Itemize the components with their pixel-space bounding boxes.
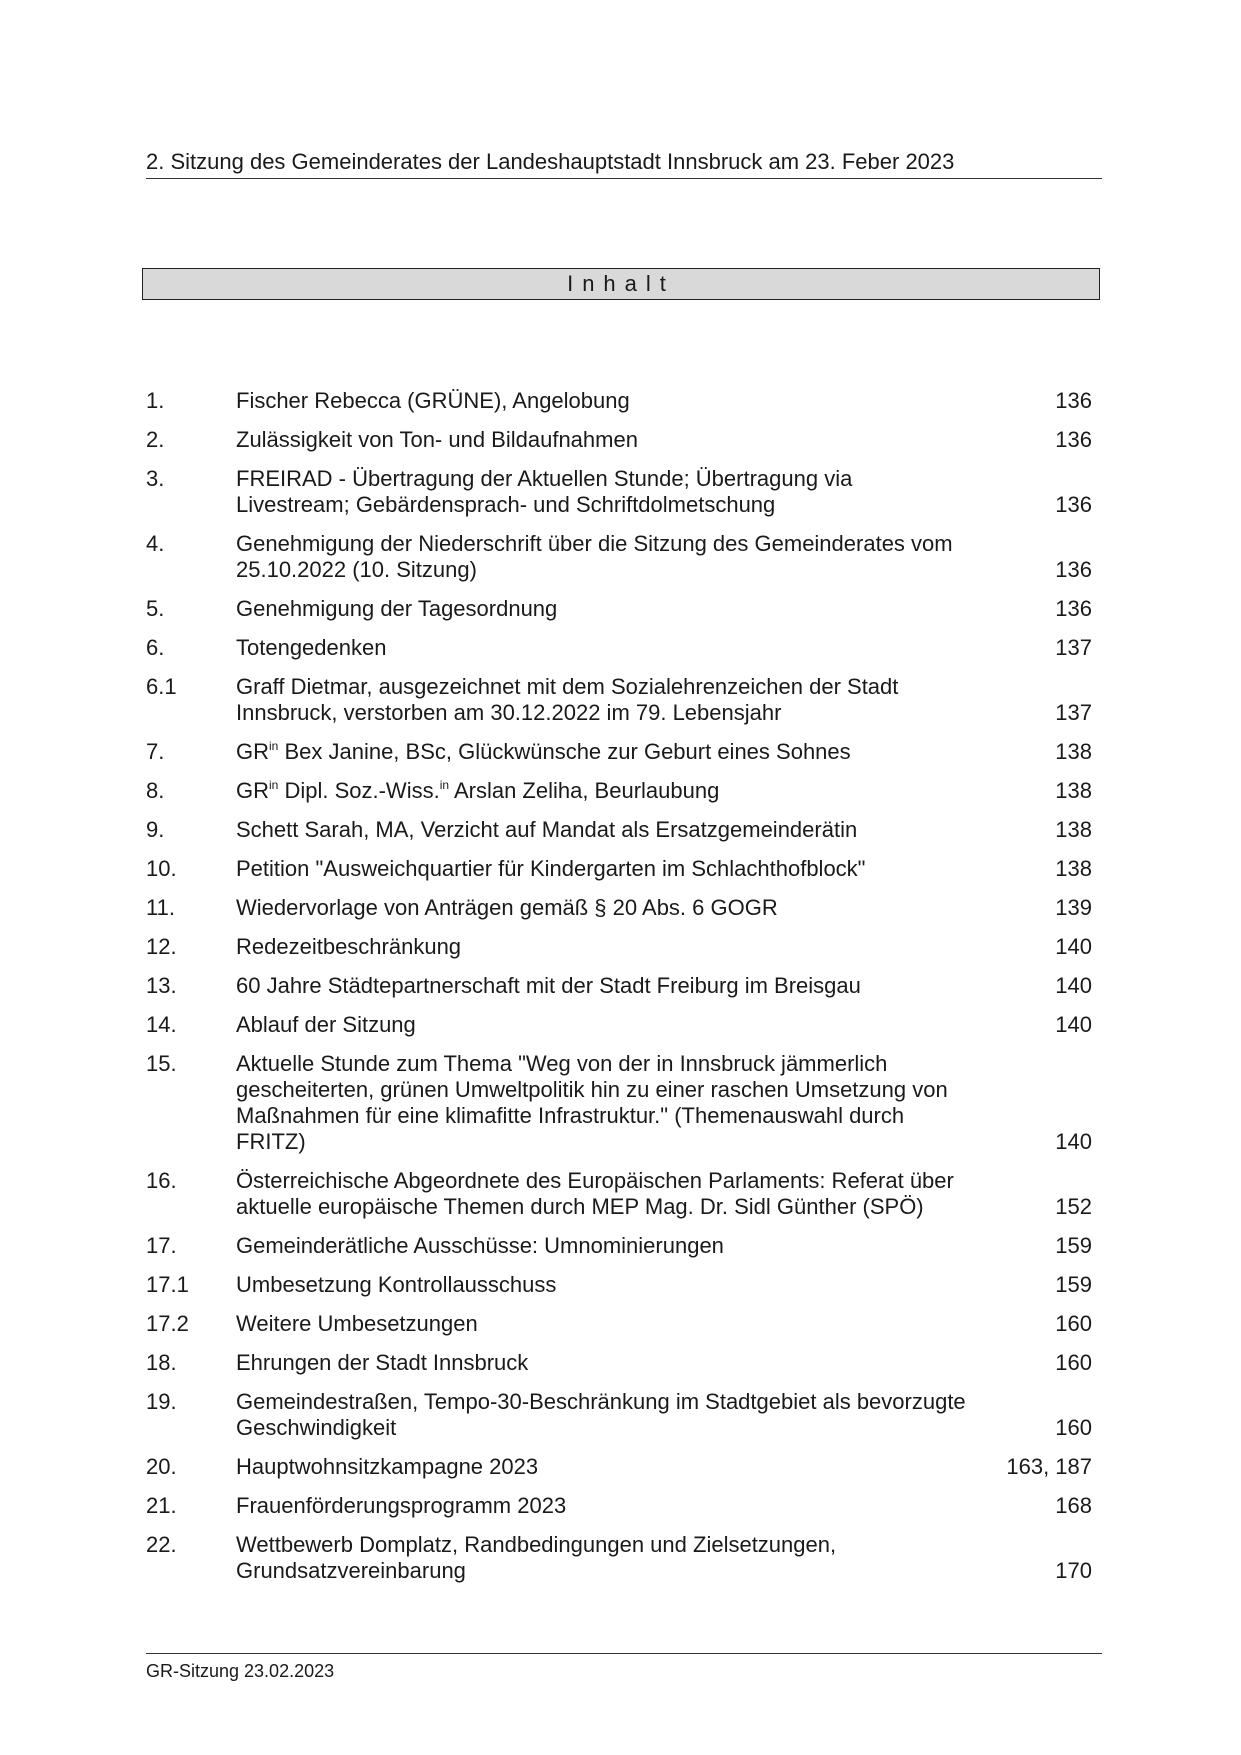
toc-entry-title [236,427,1022,453]
toc-entry-number: 7. [146,739,165,764]
toc-entry-page: 140 [1055,934,1092,959]
toc-entry-page: 136 [1055,492,1092,517]
toc-entry-title-line: Fischer Rebecca (GRÜNE), Angelobung [236,388,630,413]
toc-entry-number: 3. [146,466,165,491]
toc-entry-title [236,895,1022,921]
toc-entry [146,1532,1092,1584]
toc-entry-number: 6. [146,635,165,660]
toc-entry-title-text: Bex Janine, BSc, Glückwünsche zur Geburt eines Sohnes [278,739,851,764]
toc-entry-title [236,531,1022,583]
toc-entry-page: 137 [1055,700,1092,725]
toc-entry-number: 14. [146,1012,177,1037]
toc-entry [146,856,1092,882]
toc-entry-title-line: Redezeitbeschränkung [236,934,462,959]
toc-entry-number: 17.1 [146,1272,189,1297]
toc-entry [146,1350,1092,1376]
toc-entry-title-line: FRITZ) [236,1129,306,1154]
table-of-contents [146,388,1092,1597]
toc-entry-page: 159 [1055,1233,1092,1258]
toc-entry-title [236,635,1022,661]
toc-entry-page: 138 [1055,739,1092,764]
toc-entry-title-line: Genehmigung der Niederschrift über die Sitzung des Gemeinderates vom [236,531,953,556]
toc-entry-title-line: Zulässigkeit von Ton- und Bildaufnahmen [236,427,638,452]
toc-entry-title-line: Umbesetzung Kontrollausschuss [236,1272,557,1297]
toc-entry-page: 152 [1055,1194,1092,1219]
toc-entry-number: 19. [146,1389,177,1414]
toc-entry [146,1272,1092,1298]
toc-entry-title [236,1233,1022,1259]
toc-entry-number: 21. [146,1493,177,1518]
toc-entry-number: 10. [146,856,177,881]
toc-entry-title [236,1272,1022,1298]
toc-entry [146,817,1092,843]
superscript: in [439,778,450,792]
toc-entry-title [236,1350,1022,1376]
toc-entry-title-line: Geschwindigkeit [236,1415,397,1440]
toc-entry-title [236,778,1022,804]
toc-entry-title [236,1532,1022,1584]
page-header-title: 2. Sitzung des Gemeinderates der Landeshauptstadt Innsbruck am 23. Feber 2023 [146,148,1102,179]
toc-entry-number: 15. [146,1051,177,1076]
toc-entry-number: 5. [146,596,165,621]
toc-entry-page: 136 [1055,557,1092,582]
toc-entry-title-line: Aktuelle Stunde zum Thema "Weg von der in Innsbruck jämmerlich [236,1051,888,1076]
toc-entry-title-line: Hauptwohnsitzkampagne 2023 [236,1454,539,1479]
toc-entry-number: 17. [146,1233,177,1258]
toc-entry-page: 140 [1055,973,1092,998]
toc-entry-title [236,856,1022,882]
toc-entry-title-line: FREIRAD - Übertragung der Aktuellen Stunde; Übertragung via [236,466,853,491]
superscript: in [269,739,279,753]
toc-entry-page: 138 [1055,856,1092,881]
toc-entry-page: 139 [1055,895,1092,920]
toc-entry-title [236,388,1022,414]
toc-entry-title [236,739,1022,765]
toc-entry-number: 22. [146,1532,177,1557]
toc-entry [146,427,1092,453]
toc-entry-page: 140 [1055,1129,1092,1154]
toc-entry [146,973,1092,999]
toc-entry-title [236,1311,1022,1337]
toc-entry-title [236,1454,1006,1480]
toc-entry-title [236,596,1022,622]
toc-entry-title-line: Wiedervorlage von Anträgen gemäß § 20 Abs. 6 GOGR [236,895,778,920]
toc-entry-title-line: Wettbewerb Domplatz, Randbedingungen und Zielsetzungen, [236,1532,837,1557]
toc-entry [146,635,1092,661]
toc-entry-title-line: Ehrungen der Stadt Innsbruck [236,1350,529,1375]
toc-entry [146,531,1092,583]
superscript: in [269,778,279,792]
toc-entry-title-line: Österreichische Abgeordnete des Europäischen Parlaments: Referat über [236,1168,954,1193]
toc-entry [146,1051,1092,1155]
toc-entry-title-line: Totengedenken [236,635,387,660]
toc-entry-title-line: Maßnahmen für eine klimafitte Infrastruktur." (Themenauswahl durch [236,1103,905,1128]
toc-entry-number: 6.1 [146,674,177,699]
toc-entry-title [236,1012,1022,1038]
toc-entry-number: 16. [146,1168,177,1193]
toc-entry-title [236,1389,1022,1441]
toc-entry [146,1311,1092,1337]
toc-entry-title-line: 25.10.2022 (10. Sitzung) [236,557,477,582]
toc-entry-page: 160 [1055,1350,1092,1375]
toc-entry-title-line: Gemeindestraßen, Tempo-30-Beschränkung im Stadtgebiet als bevorzugte [236,1389,966,1414]
toc-entry-title-text: GR [236,739,269,764]
toc-entry [146,674,1092,726]
toc-entry-title-line: Schett Sarah, MA, Verzicht auf Mandat als Ersatzgemeinderätin [236,817,858,842]
toc-entry-page: 140 [1055,1012,1092,1037]
toc-entry-page: 159 [1055,1272,1092,1297]
page-footer: GR-Sitzung 23.02.2023 [146,1653,1102,1682]
toc-entry-title-line: Ablauf der Sitzung [236,1012,416,1037]
toc-entry [146,466,1092,518]
toc-entry-title-line: aktuelle europäische Themen durch MEP Mag. Dr. Sidl Günther (SPÖ) [236,1194,924,1219]
toc-entry-title [236,934,1022,960]
toc-entry-page: 138 [1055,778,1092,803]
toc-entry-title [236,1051,1022,1155]
toc-entry-number: 9. [146,817,165,842]
toc-entry-title-line: Frauenförderungsprogramm 2023 [236,1493,567,1518]
toc-entry-title-line: Innsbruck, verstorben am 30.12.2022 im 79. Lebensjahr [236,700,782,725]
toc-entry-page: 160 [1055,1311,1092,1336]
toc-entry-number: 17.2 [146,1311,189,1336]
toc-entry-title-text: Arslan Zeliha, Beurlaubung [449,778,720,803]
contents-heading: Inhalt [142,268,1100,300]
toc-entry [146,1493,1092,1519]
toc-entry [146,778,1092,804]
toc-entry-number: 18. [146,1350,177,1375]
toc-entry-title-line: Gemeinderätliche Ausschüsse: Umnominierungen [236,1233,724,1258]
toc-entry [146,596,1092,622]
toc-entry-title [236,466,1022,518]
toc-entry [146,934,1092,960]
toc-entry-title [236,1493,1022,1519]
toc-entry-number: 1. [146,388,165,413]
toc-entry-page: 138 [1055,817,1092,842]
toc-entry-page: 136 [1055,427,1092,452]
toc-entry-title-line: Genehmigung der Tagesordnung [236,596,558,621]
toc-entry-page: 160 [1055,1415,1092,1440]
toc-entry-title-line: Graff Dietmar, ausgezeichnet mit dem Sozialehrenzeichen der Stadt [236,674,899,699]
toc-entry [146,1389,1092,1441]
toc-entry-title-line: 60 Jahre Städtepartnerschaft mit der Stadt Freiburg im Breisgau [236,973,861,998]
toc-entry-number: 11. [146,895,175,920]
toc-entry-title-text: Dipl. Soz.-Wiss. [278,778,440,803]
toc-entry [146,895,1092,921]
toc-entry [146,1233,1092,1259]
toc-entry-number: 12. [146,934,177,959]
toc-entry [146,739,1092,765]
toc-entry-number: 2. [146,427,165,452]
toc-entry-number: 20. [146,1454,177,1479]
toc-entry-title-text: GR [236,778,269,803]
toc-entry-page: 163, 187 [1006,1454,1092,1479]
toc-entry-title [236,817,1022,843]
toc-entry-title-line: Livestream; Gebärdensprach- und Schriftdolmetschung [236,492,776,517]
toc-entry-page: 168 [1055,1493,1092,1518]
toc-entry-page: 136 [1055,596,1092,621]
toc-entry-number: 13. [146,973,177,998]
toc-entry-title [236,1168,1022,1220]
toc-entry [146,388,1092,414]
toc-entry-page: 136 [1055,388,1092,413]
toc-entry-title-line: Grundsatzvereinbarung [236,1558,466,1583]
toc-entry [146,1012,1092,1038]
toc-entry [146,1168,1092,1220]
toc-entry-title [236,973,1022,999]
toc-entry-title [236,674,1022,726]
toc-entry-title-line: gescheiterten, grünen Umweltpolitik hin zu einer raschen Umsetzung von [236,1077,948,1102]
toc-entry-number: 4. [146,531,165,556]
toc-entry [146,1454,1092,1480]
toc-entry-title-line: Petition "Ausweichquartier für Kindergarten im Schlachthofblock" [236,856,866,881]
toc-entry-title-line: Weitere Umbesetzungen [236,1311,478,1336]
toc-entry-page: 137 [1055,635,1092,660]
toc-entry-number: 8. [146,778,165,803]
toc-entry-page: 170 [1055,1558,1092,1583]
